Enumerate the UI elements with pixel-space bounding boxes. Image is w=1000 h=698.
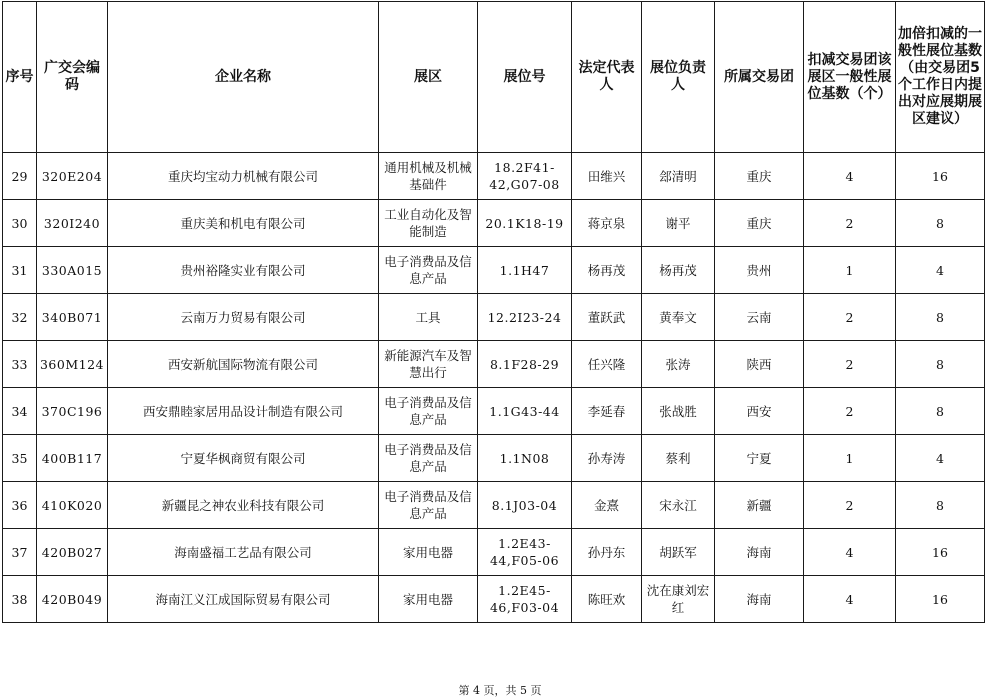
header-legal-rep: 法定代表人 xyxy=(572,2,642,153)
cell-legal-rep: 任兴隆 xyxy=(572,341,642,388)
cell-booth-lead: 黄奉文 xyxy=(642,294,715,341)
table-row xyxy=(3,247,985,294)
cell-double: 8 xyxy=(896,200,985,247)
cell-zone: 工具 xyxy=(379,294,478,341)
cell-double: 8 xyxy=(896,482,985,529)
cell-trade-group: 贵州 xyxy=(715,247,804,294)
cell-zone: 电子消费品及信息产品 xyxy=(379,247,478,294)
cell-code: 340B071 xyxy=(37,294,108,341)
header-trade-group: 所属交易团 xyxy=(715,2,804,153)
cell-seq: 30 xyxy=(3,200,37,247)
cell-double: 8 xyxy=(896,388,985,435)
cell-seq: 31 xyxy=(3,247,37,294)
cell-double: 8 xyxy=(896,341,985,388)
cell-deduct: 4 xyxy=(804,153,896,200)
cell-legal-rep: 金熹 xyxy=(572,482,642,529)
cell-zone: 家用电器 xyxy=(379,576,478,623)
table-row xyxy=(3,529,985,576)
cell-double: 8 xyxy=(896,294,985,341)
cell-company: 宁夏华枫商贸有限公司 xyxy=(108,435,379,482)
cell-trade-group: 陕西 xyxy=(715,341,804,388)
table-row xyxy=(3,482,985,529)
cell-company: 贵州裕隆实业有限公司 xyxy=(108,247,379,294)
cell-deduct: 2 xyxy=(804,388,896,435)
cell-booth: 12.2I23-24 xyxy=(478,294,572,341)
header-row xyxy=(3,2,985,153)
cell-booth: 1.2E43-44,F05-06 xyxy=(478,529,572,576)
cell-zone: 家用电器 xyxy=(379,529,478,576)
cell-legal-rep: 孙丹东 xyxy=(572,529,642,576)
cell-booth-lead: 宋永江 xyxy=(642,482,715,529)
header-booth: 展位号 xyxy=(478,2,572,153)
cell-seq: 35 xyxy=(3,435,37,482)
cell-zone: 工业自动化及智能制造 xyxy=(379,200,478,247)
cell-deduct: 4 xyxy=(804,529,896,576)
page-footer: 第 4 页，共 5 页 xyxy=(458,684,542,697)
cell-company: 西安鼎睦家居用品设计制造有限公司 xyxy=(108,388,379,435)
cell-company: 西安新航国际物流有限公司 xyxy=(108,341,379,388)
cell-legal-rep: 董跃武 xyxy=(572,294,642,341)
cell-deduct: 1 xyxy=(804,247,896,294)
cell-deduct: 1 xyxy=(804,435,896,482)
cell-trade-group: 重庆 xyxy=(715,153,804,200)
table-row xyxy=(3,388,985,435)
cell-company: 重庆美和机电有限公司 xyxy=(108,200,379,247)
cell-seq: 36 xyxy=(3,482,37,529)
cell-booth-lead: 杨再茂 xyxy=(642,247,715,294)
cell-booth: 20.1K18-19 xyxy=(478,200,572,247)
cell-code: 420B027 xyxy=(37,529,108,576)
cell-trade-group: 云南 xyxy=(715,294,804,341)
cell-company: 重庆均宝动力机械有限公司 xyxy=(108,153,379,200)
table-row xyxy=(3,200,985,247)
table-row xyxy=(3,341,985,388)
cell-company: 海南盛福工艺品有限公司 xyxy=(108,529,379,576)
cell-legal-rep: 蒋京泉 xyxy=(572,200,642,247)
cell-deduct: 2 xyxy=(804,482,896,529)
cell-company: 云南万力贸易有限公司 xyxy=(108,294,379,341)
cell-code: 410K020 xyxy=(37,482,108,529)
cell-trade-group: 新疆 xyxy=(715,482,804,529)
cell-legal-rep: 杨再茂 xyxy=(572,247,642,294)
cell-trade-group: 海南 xyxy=(715,576,804,623)
table-row xyxy=(3,153,985,200)
cell-seq: 34 xyxy=(3,388,37,435)
table-row xyxy=(3,576,985,623)
cell-code: 370C196 xyxy=(37,388,108,435)
cell-zone: 新能源汽车及智慧出行 xyxy=(379,341,478,388)
header-zone: 展区 xyxy=(379,2,478,153)
cell-company: 新疆昆之神农业科技有限公司 xyxy=(108,482,379,529)
enterprise-table xyxy=(2,1,985,623)
header-deduct-count: 扣减交易团该展区一般性展位基数（个） xyxy=(804,2,896,153)
cell-company: 海南江义江成国际贸易有限公司 xyxy=(108,576,379,623)
cell-seq: 29 xyxy=(3,153,37,200)
table-row xyxy=(3,294,985,341)
cell-booth: 8.1J03-04 xyxy=(478,482,572,529)
cell-booth-lead: 蔡利 xyxy=(642,435,715,482)
cell-legal-rep: 陈旺欢 xyxy=(572,576,642,623)
cell-legal-rep: 李延春 xyxy=(572,388,642,435)
header-company: 企业名称 xyxy=(108,2,379,153)
header-double-deduct: 加倍扣减的一般性展位基数（由交易团5个工作日内提出对应展期展区建议） xyxy=(896,2,985,153)
cell-booth: 1.1G43-44 xyxy=(478,388,572,435)
cell-booth-lead: 张涛 xyxy=(642,341,715,388)
cell-booth: 1.1H47 xyxy=(478,247,572,294)
cell-booth: 8.1F28-29 xyxy=(478,341,572,388)
cell-seq: 37 xyxy=(3,529,37,576)
cell-legal-rep: 孙寿涛 xyxy=(572,435,642,482)
cell-zone: 通用机械及机械基础件 xyxy=(379,153,478,200)
cell-deduct: 2 xyxy=(804,294,896,341)
cell-zone: 电子消费品及信息产品 xyxy=(379,388,478,435)
cell-booth: 18.2F41-42,G07-08 xyxy=(478,153,572,200)
cell-trade-group: 海南 xyxy=(715,529,804,576)
header-seq: 序号 xyxy=(3,2,37,153)
cell-code: 420B049 xyxy=(37,576,108,623)
cell-double: 4 xyxy=(896,247,985,294)
cell-double: 16 xyxy=(896,576,985,623)
header-booth-lead: 展位负责人 xyxy=(642,2,715,153)
cell-deduct: 2 xyxy=(804,341,896,388)
cell-double: 16 xyxy=(896,529,985,576)
cell-deduct: 2 xyxy=(804,200,896,247)
cell-booth-lead: 沈在康刘宏红 xyxy=(642,576,715,623)
cell-code: 360M124 xyxy=(37,341,108,388)
cell-legal-rep: 田维兴 xyxy=(572,153,642,200)
cell-code: 320E204 xyxy=(37,153,108,200)
cell-code: 320I240 xyxy=(37,200,108,247)
cell-seq: 38 xyxy=(3,576,37,623)
cell-booth: 1.1N08 xyxy=(478,435,572,482)
cell-zone: 电子消费品及信息产品 xyxy=(379,482,478,529)
cell-trade-group: 西安 xyxy=(715,388,804,435)
cell-trade-group: 重庆 xyxy=(715,200,804,247)
cell-booth-lead: 谢平 xyxy=(642,200,715,247)
cell-zone: 电子消费品及信息产品 xyxy=(379,435,478,482)
cell-code: 330A015 xyxy=(37,247,108,294)
cell-seq: 32 xyxy=(3,294,37,341)
cell-double: 16 xyxy=(896,153,985,200)
cell-code: 400B117 xyxy=(37,435,108,482)
cell-seq: 33 xyxy=(3,341,37,388)
cell-booth-lead: 张战胜 xyxy=(642,388,715,435)
header-code: 广交会编码 xyxy=(37,2,108,153)
cell-booth-lead: 郐清明 xyxy=(642,153,715,200)
cell-trade-group: 宁夏 xyxy=(715,435,804,482)
cell-deduct: 4 xyxy=(804,576,896,623)
table-row xyxy=(3,435,985,482)
cell-booth-lead: 胡跃军 xyxy=(642,529,715,576)
cell-double: 4 xyxy=(896,435,985,482)
cell-booth: 1.2E45-46,F03-04 xyxy=(478,576,572,623)
